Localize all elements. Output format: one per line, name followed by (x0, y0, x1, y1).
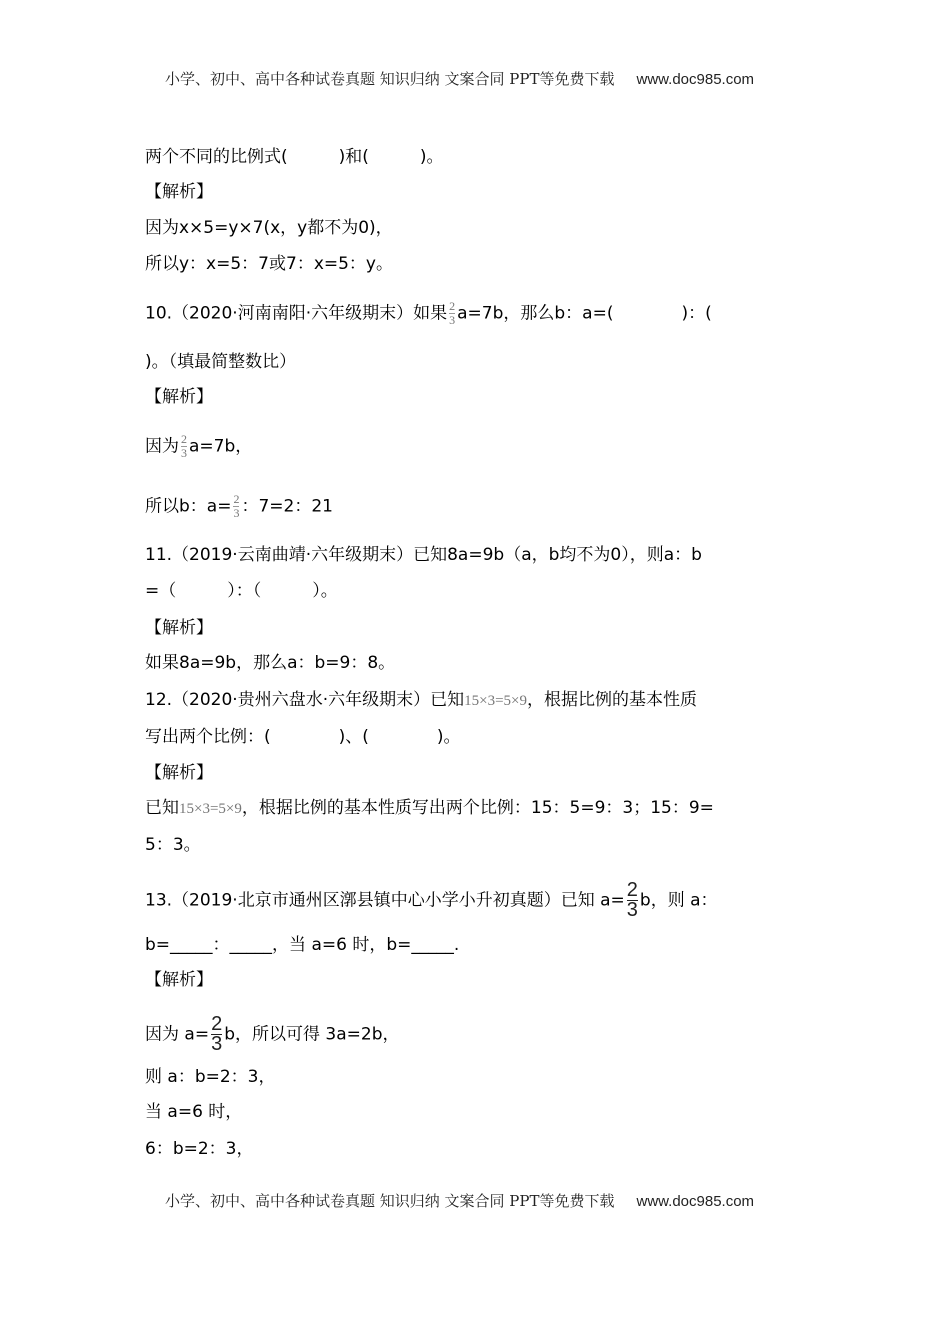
analysis-heading: 【解析】 (145, 763, 213, 783)
fraction (211, 1015, 222, 1054)
text-line (145, 1015, 399, 1054)
numerator: 2 (449, 299, 456, 313)
numerator: 2 (181, 432, 187, 446)
header-text: 小学、初中、高中各种试卷真题 知识归纳 文案合同 PPT等免费下载 (165, 70, 615, 88)
text-line: )。（填最简整数比） (145, 352, 297, 372)
question-12 (145, 688, 697, 713)
q13-text: 13.（2019·北京市通州区漷县镇中心小学小升初真题）已知 a= (145, 890, 625, 911)
text-line: 所以y：x=5：7或7：x=5：y。 (145, 254, 393, 274)
text-line: 如果8a=9b，那么a：b=9：8。 (145, 653, 396, 673)
analysis-heading: 【解析】 (145, 618, 213, 638)
text-line: 当 a=6 时， (145, 1102, 243, 1122)
numerator: 2 (211, 1013, 223, 1035)
fraction (449, 300, 455, 327)
q10-text: a=7b，那么b：a=( )：( (457, 303, 712, 324)
q10-text: 10.（2020·河南南阳·六年级期末）如果 (145, 303, 448, 324)
text: ，根据比例的基本性质写出两个比例：15：5=9：3；15：9= (241, 798, 714, 818)
text: 所以b：a= (145, 496, 232, 517)
page-footer (165, 1190, 754, 1211)
text-line: b=_____：_____，当 a=6 时，b=_____. (145, 935, 460, 955)
text-line (145, 493, 333, 520)
fraction (181, 433, 187, 460)
page-header (165, 68, 754, 89)
text-line: 6：b=2：3， (145, 1139, 254, 1159)
analysis-heading: 【解析】 (145, 387, 213, 407)
text: 因为 (145, 436, 179, 457)
denominator: 3 (626, 899, 638, 921)
text-line: 因为x×5=y×7(x，y都不为0)， (145, 218, 393, 238)
text: ：7=2：21 (241, 496, 333, 517)
analysis-heading: 【解析】 (145, 182, 213, 202)
footer-url: www.doc985.com (636, 1193, 755, 1210)
q12-text: ，根据比例的基本性质 (527, 690, 697, 710)
text-line: =（ ）：（ ）。 (145, 581, 338, 601)
equation: 15×3=5×9 (464, 693, 527, 709)
question-11: 11.（2019·云南曲靖·六年级期末）已知8a=9b（a，b均不为0），则a：b (145, 545, 702, 565)
q12-text: 12.（2020·贵州六盘水·六年级期末）已知 (145, 690, 465, 710)
header-url: www.doc985.com (636, 71, 755, 88)
question-13 (145, 881, 718, 920)
analysis-heading: 【解析】 (145, 970, 213, 990)
text: 已知 (145, 798, 179, 818)
text: 因为 a= (145, 1024, 210, 1045)
text-line: 5：3。 (145, 835, 201, 855)
numerator: 2 (233, 492, 240, 506)
denominator: 3 (449, 313, 456, 327)
text-line: 写出两个比例：( )、( )。 (145, 727, 461, 747)
fraction (627, 881, 638, 920)
q13-text: b，则 a： (639, 890, 718, 911)
text-line (145, 433, 252, 460)
text: b，所以可得 3a=2b， (224, 1024, 400, 1045)
text-line: 两个不同的比例式( )和( )。 (145, 147, 444, 167)
text-line (145, 796, 714, 821)
denominator: 3 (233, 506, 240, 520)
equation: 15×3=5×9 (179, 801, 242, 817)
numerator: 2 (626, 879, 638, 901)
denominator: 3 (211, 1033, 223, 1055)
question-10 (145, 300, 712, 327)
footer-text: 小学、初中、高中各种试卷真题 知识归纳 文案合同 PPT等免费下载 (165, 1192, 615, 1210)
text: a=7b， (189, 436, 253, 457)
denominator: 3 (181, 446, 187, 460)
fraction (233, 493, 239, 520)
text-line: 则 a：b=2：3， (145, 1067, 276, 1087)
